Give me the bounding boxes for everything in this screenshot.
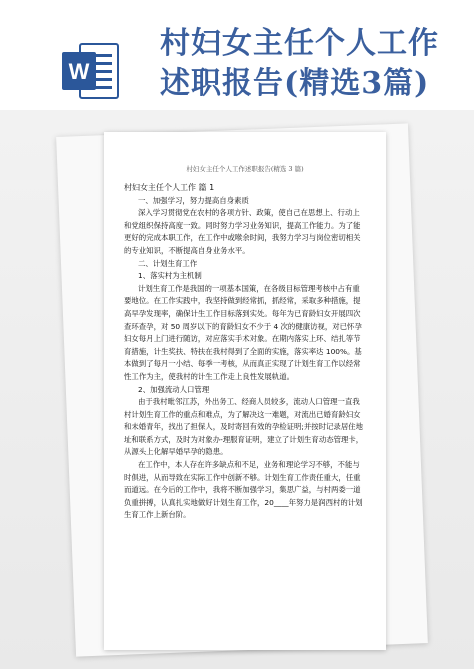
- document-page: [104, 132, 386, 650]
- word-logo-letter: W: [68, 59, 90, 84]
- body-paragraph: 由于我村毗邻江苏，外出务工、经商人员较多，流动人口管理一直我村计划生育工作的重点和难点，为了解决这一难题，对流出已婚育龄妇女和未婚青年，找出了担保人，及时寄回有效的孕检证明;并按时记录居住地址和联系方式，及时为对象办-理服育证明，建立了计划生育动态管理卡，从源头上化解早婚早孕的隐患。: [124, 397, 364, 457]
- subsection-heading: 1、落实村为主机制: [138, 271, 202, 281]
- body-paragraph: 在工作中，本人存在许多缺点和不足，业务和理论学习不够，不能与时俱进，从而导致在实际工作中创新不够。计划生育工作责任重大，任重而道远。在今后的工作中，我将不断加强学习，集思广益，与村两委一道负重拼搏，认真扎实地做好计划生育工作，20____年努力是润西村的计划生育工作上新台阶。: [124, 460, 363, 520]
- body-paragraph: 深入学习贯彻党在农村的各项方针、政策，使自己在思想上、行动上和党组织保持高度一致。同时努力学习业务知识，提高工作能力。为了能更好的完成本职工作，在工作中或喉余时间，我努力学习与岗位密切相关的专业知识，不断提高自身业务水平。: [124, 208, 361, 255]
- word-document-icon: [60, 40, 122, 102]
- document-body: [124, 182, 364, 522]
- section-heading: 二、计划生育工作: [138, 258, 198, 268]
- page-title: 村妇女主任个人工作述职报告(精选3篇): [160, 26, 439, 101]
- document-heading: 村妇女主任个人工作 篇 1: [124, 183, 215, 192]
- title-banner: [0, 0, 474, 120]
- section-heading: 一、加强学习，努力提高自身素质: [138, 195, 249, 205]
- body-paragraph: 计划生育工作是我国的一项基本国策，在各级目标管理考核中占有重要地位。在工作实践中，我坚持做到经常抓，抓经常，采取多种措施，提高早孕发现率，确保计生工作目标落到实处。每年为已育龄妇女开展四次查环查孕，对 50 周岁以下的育龄妇女不少于 4 次的健康访视，对已怀孕妇女每月上门进行随访，对应落实手术对象。在期内落实上环、结扎等节育措施，计生奖扶、特扶在我村得到了全面的实施，落实率达 100%。基本做到了每月一小结、每季一考核，从而真正实现了计划生育工作以经常性工作为主，使我村的计生工作走上良性发展轨道。: [124, 283, 362, 381]
- running-header: 村妇女主任个人工作述职报告(精选 3 篇): [186, 165, 304, 173]
- subsection-heading: 2、加强流动人口管理: [138, 384, 210, 394]
